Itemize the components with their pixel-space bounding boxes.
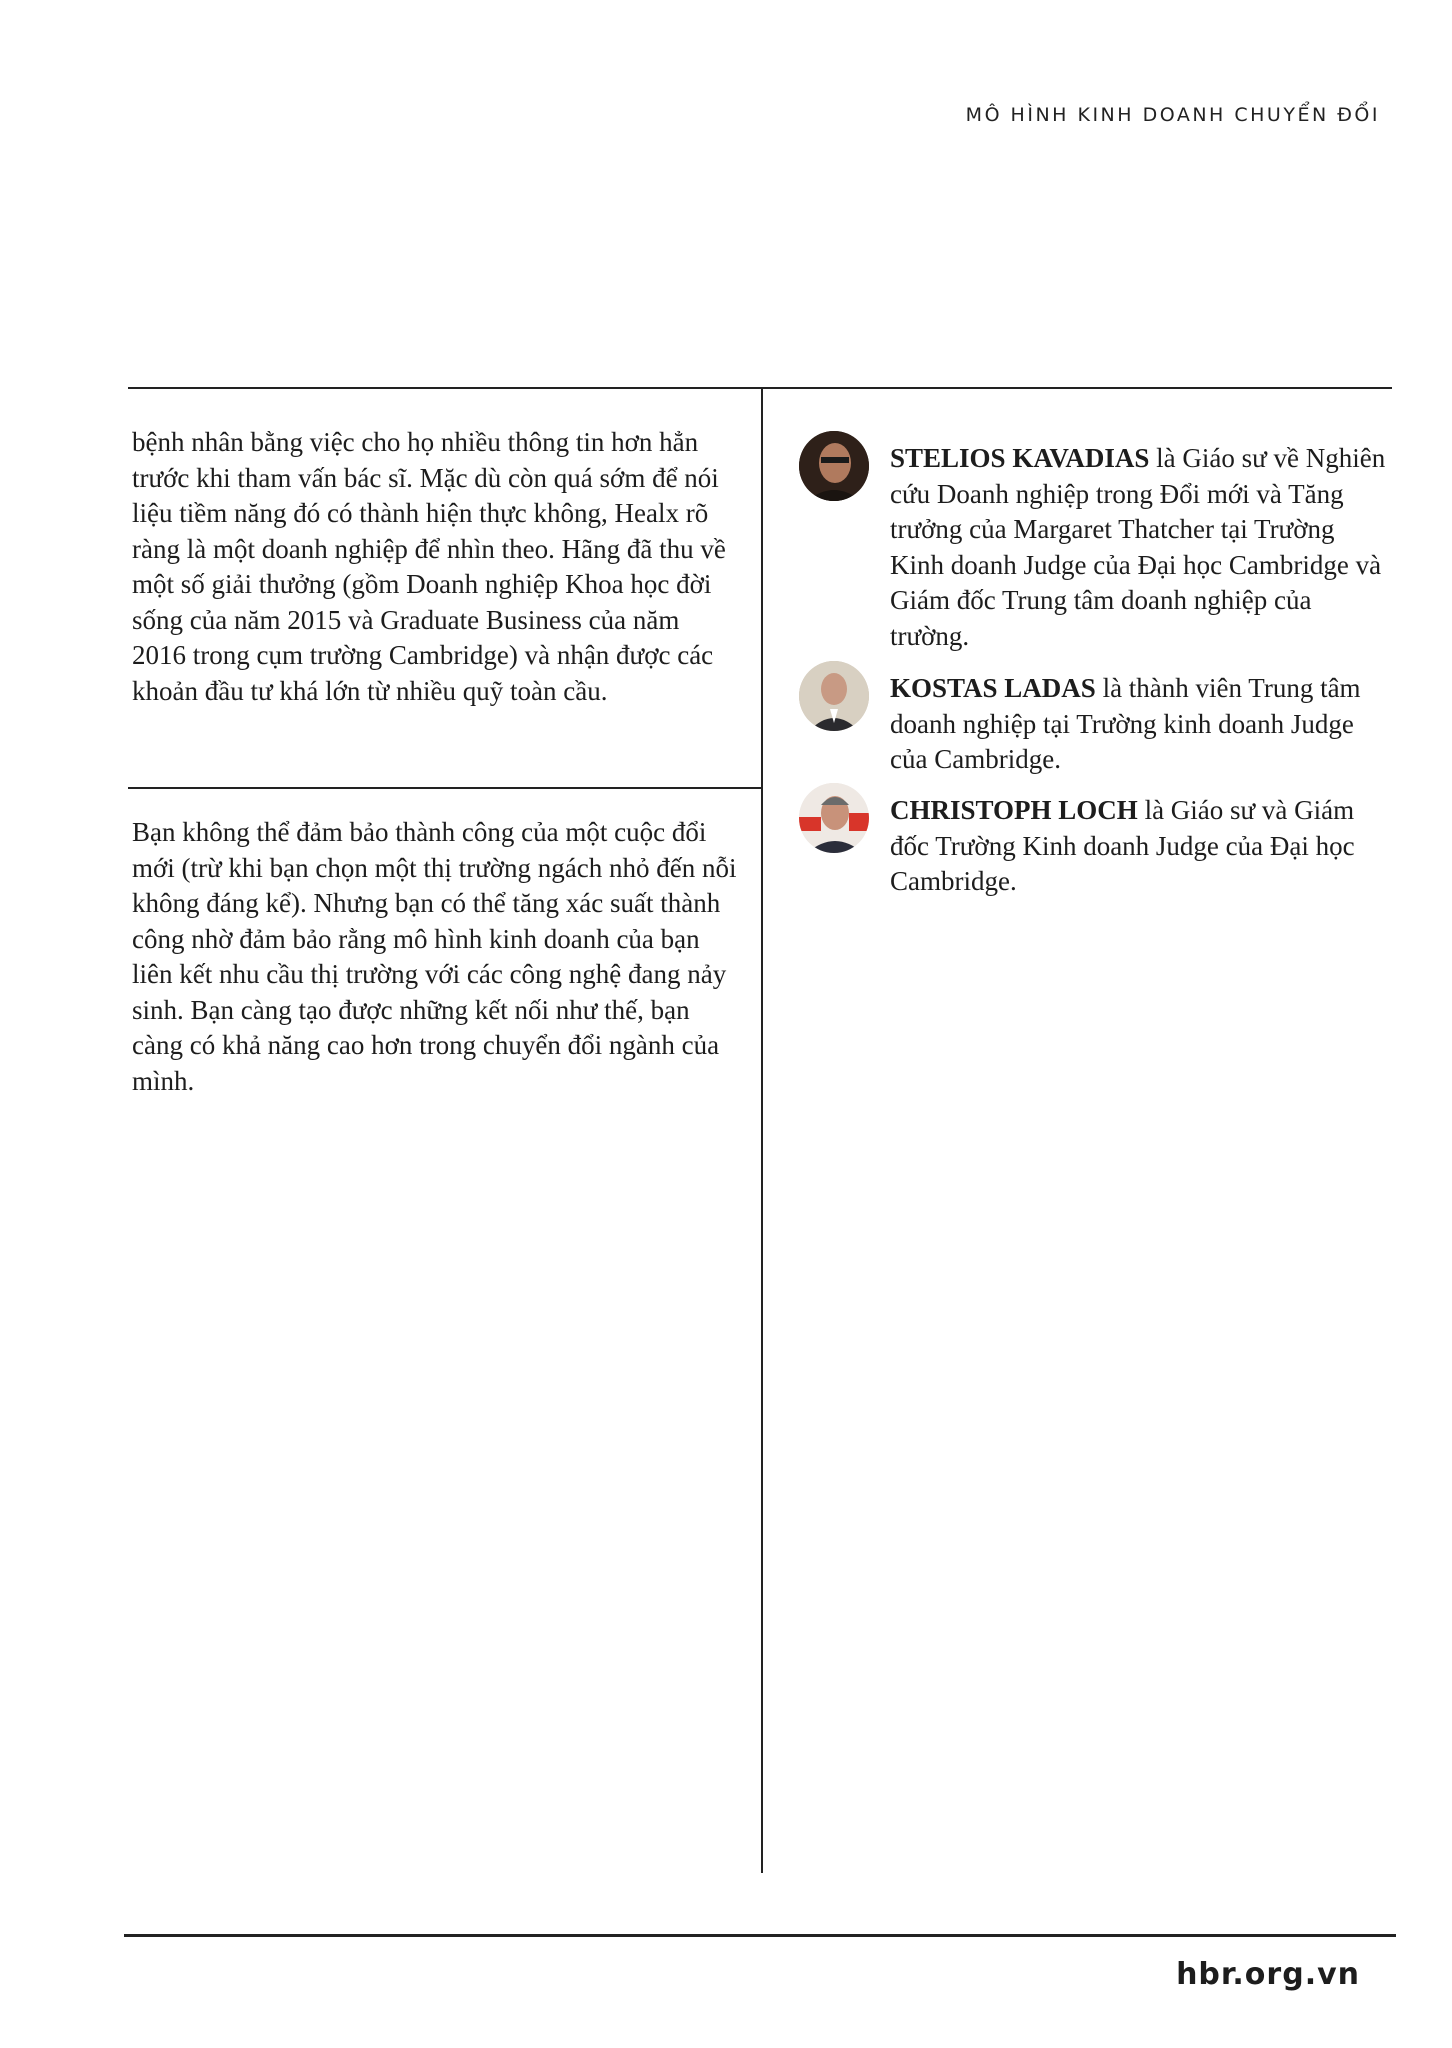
column-divider: [761, 388, 763, 1873]
author-name: CHRISTOPH LOCH: [890, 795, 1138, 825]
author-name: KOSTAS LADAS: [890, 673, 1096, 703]
body-paragraph-2: Bạn không thể đảm bảo thành công của một cuộc đổi mới (trừ khi bạn chọn một thị trường ngách nhỏ đến nỗi không đáng kể). Nhưng bạn có thể tăng xác suất thành công nhờ đảm bảo rằng mô hình kinh doanh của bạn liên kết nhu cầu thị trường với các công nghệ đang nảy sinh. Bạn càng tạo được những kết nối như thế, bạn càng có khả năng cao hơn trong chuyển đổi ngành của mình.: [132, 817, 737, 1096]
author-photo-loch: [799, 783, 869, 853]
author-bio-kavadias: [890, 441, 1390, 654]
author-photo-kavadias: [799, 431, 869, 501]
author-description: là thành viên Trung tâm doanh nghiệp tại Trường kinh doanh Judge của Cambridge.: [890, 673, 1361, 774]
body-paragraph-1: bệnh nhân bằng việc cho họ nhiều thông tin hơn hẳn trước khi tham vấn bác sĩ. Mặc dù còn quá sớm để nói liệu tiềm năng đó có thành hiện thực không, Healx rõ ràng là một doanh nghiệp để nhìn theo. Hãng đã thu về một số giải thưởng (gồm Doanh nghiệp Khoa học đời sống của năm 2015 và Graduate Business của năm 2016 trong cụm trường Cambridge) và nhận được các khoản đầu tư khá lớn từ nhiều quỹ toàn cầu.: [132, 427, 726, 706]
author-description: là Giáo sư và Giám đốc Trường Kinh doanh Judge của Đại học Cambridge.: [890, 795, 1355, 896]
author-bio-ladas: [890, 671, 1390, 778]
author-photo-ladas: [799, 661, 869, 731]
author-description: là Giáo sư về Nghiên cứu Doanh nghiệp trong Đổi mới và Tăng trưởng của Margaret Thatcher tại Trường Kinh doanh Judge của Đại học Cambridge và Giám đốc Trung tâm doanh nghiệp của trường.: [890, 443, 1386, 651]
running-header: MÔ HÌNH KINH DOANH CHUYỂN ĐỔI: [965, 104, 1380, 126]
author-bio-loch: [890, 793, 1390, 900]
section-divider: [128, 787, 762, 789]
footer-divider: [124, 1934, 1396, 1937]
top-divider: [128, 387, 1392, 389]
author-name: STELIOS KAVADIAS: [890, 443, 1150, 473]
footer-site: hbr.org.vn: [1176, 1957, 1360, 1992]
